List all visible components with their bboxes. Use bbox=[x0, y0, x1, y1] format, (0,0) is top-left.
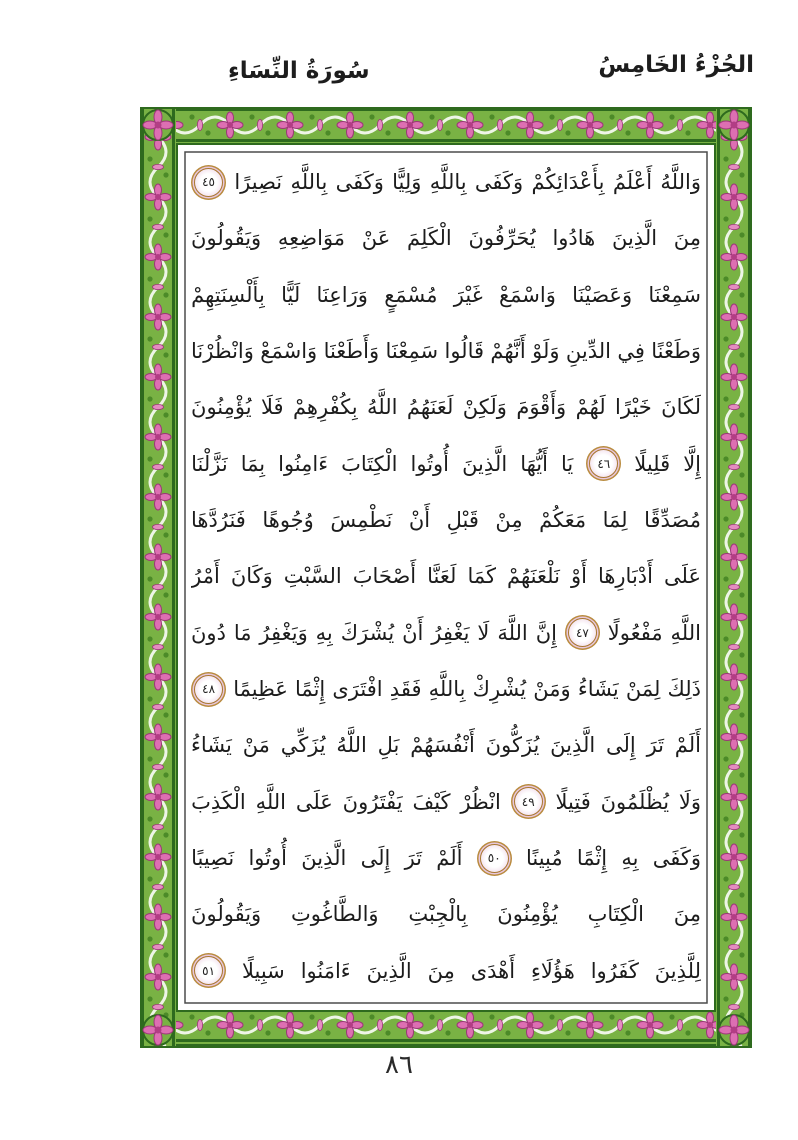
verse-word: السَّبْتِ bbox=[283, 564, 342, 589]
mushaf-line bbox=[191, 831, 701, 885]
surah-title: سُورَةُ النِّسَاءِ bbox=[228, 58, 370, 84]
verse-word: بِاللَّهِ bbox=[429, 170, 467, 194]
verse-word: وَمَنْ bbox=[533, 677, 571, 702]
verse-word: تَرَ bbox=[404, 846, 423, 871]
verse-word: بِمَا bbox=[240, 451, 266, 476]
verse-word: يُزَكِّي bbox=[280, 733, 326, 758]
verse-word: أَنْفُسَهُمْ bbox=[410, 733, 475, 758]
verse-word: إِلَى bbox=[360, 846, 391, 871]
border-strip-bottom bbox=[140, 1012, 752, 1048]
corner-flower-icon bbox=[719, 1015, 749, 1045]
verse-word: يَفْتَرُونَ bbox=[342, 789, 403, 814]
border-strip-left bbox=[140, 107, 176, 1048]
verse-word: الْكِتَابِ bbox=[587, 902, 644, 927]
verse-word: خَيْرًا bbox=[615, 395, 652, 420]
verse-word: ذَلِكَ bbox=[667, 677, 701, 702]
ayah-end-marker: ٤٦ bbox=[589, 449, 618, 478]
ayah-end-marker: ٤٥ bbox=[194, 168, 223, 197]
verse-word: هَؤُلَاءِ bbox=[531, 958, 575, 983]
verse-word: الدِّينِ bbox=[565, 339, 611, 364]
verse-word: وَلِيًّا bbox=[392, 170, 422, 194]
verse-word: يَشَاءُ bbox=[577, 677, 619, 702]
verse-word: بِالْجِبْتِ bbox=[408, 902, 468, 927]
verse-word: وَاسْمَعْ bbox=[260, 339, 318, 364]
verse-word: وَلَوْ bbox=[532, 339, 560, 364]
verse-word: كَيْفَ bbox=[412, 789, 451, 814]
verse-word: بِأَلْسِنَتِهِمْ bbox=[191, 282, 265, 307]
verse-word: اللَّهَ bbox=[497, 620, 528, 645]
corner-flower-icon bbox=[719, 110, 749, 140]
verse-word: مِنَ bbox=[427, 958, 455, 983]
verse-word: إِثْمًا bbox=[576, 846, 608, 871]
verse-word: الَّذِينَ bbox=[301, 846, 347, 871]
juz-title: الجُزْءُ الخَامِسُ bbox=[598, 52, 754, 78]
verse-word: وَعَصَيْنَا bbox=[572, 282, 633, 307]
verse-word: يُظْلَمُونَ bbox=[600, 789, 670, 814]
verse-word: مِنَ bbox=[673, 226, 701, 251]
verse-word: عَظِيمًا bbox=[233, 677, 288, 702]
border-strip-right bbox=[716, 107, 752, 1048]
verse-word: قَبْلِ bbox=[446, 508, 479, 533]
verse-word: يُزَكُّونَ bbox=[485, 733, 540, 758]
mushaf-line bbox=[191, 155, 701, 209]
verse-word: إِثْمًا bbox=[295, 677, 326, 702]
verse-word: وَكَفَى bbox=[335, 170, 384, 194]
verse-word: وَطَعْنًا bbox=[651, 339, 701, 364]
corner-flower-icon bbox=[143, 110, 173, 140]
mushaf-line bbox=[191, 324, 701, 378]
verse-word: عَلَى bbox=[664, 564, 701, 589]
verse-word: يُحَرِّفُونَ bbox=[468, 226, 536, 251]
verse-word: بِكُفْرِهِمْ bbox=[292, 395, 358, 420]
verse-word: أَدْبَارِهَا bbox=[597, 564, 653, 589]
verse-word: يَشَاءُ bbox=[191, 733, 232, 758]
verse-word: كَمَا bbox=[467, 564, 496, 589]
verse-word: مَعَكُمْ bbox=[539, 508, 587, 533]
mushaf-line bbox=[191, 211, 701, 265]
verse-word: عَلَى bbox=[295, 789, 333, 814]
verse-word: وُجُوهًا bbox=[262, 508, 314, 533]
verse-word: افْتَرَى bbox=[332, 677, 383, 702]
verse-word: مَا bbox=[233, 620, 252, 645]
verse-word: نَصِيبًا bbox=[191, 846, 235, 871]
mushaf-line bbox=[191, 718, 701, 772]
verse-word: فَنَرُدَّهَا bbox=[191, 508, 246, 533]
verse-word: إِنَّ bbox=[535, 620, 557, 645]
verse-word: وَأَطَعْنَا bbox=[323, 339, 380, 364]
verse-word: لَيًّا bbox=[281, 282, 301, 307]
verse-word: بِاللَّهِ bbox=[428, 677, 466, 702]
mushaf-line bbox=[191, 944, 701, 998]
verse-word: أَصْحَابَ bbox=[352, 564, 417, 589]
mushaf-line bbox=[191, 549, 701, 603]
verse-word: الَّذِينَ bbox=[366, 958, 412, 983]
verse-word: الْكَذِبَ bbox=[191, 789, 246, 814]
verse-word: يَا bbox=[560, 451, 574, 476]
verse-word: وَيَغْفِرُ bbox=[259, 620, 308, 645]
verse-word: بِأَعْدَائِكُمْ bbox=[531, 170, 605, 194]
verse-word: وَرَاعِنَا bbox=[316, 282, 368, 307]
verse-word: أَعْلَمُ bbox=[612, 170, 653, 194]
mushaf-line bbox=[191, 662, 701, 716]
verse-word: فِي bbox=[617, 339, 645, 364]
verse-word: لَكَانَ bbox=[661, 395, 701, 420]
verse-word: الَّذِينَ bbox=[462, 451, 508, 476]
verse-word: نَلْعَنَهُمْ bbox=[507, 564, 560, 589]
verse-word: كَفَرُوا bbox=[590, 958, 639, 983]
verse-word: أَنْ bbox=[408, 508, 431, 533]
page-number: ٨٦ bbox=[385, 1050, 413, 1080]
verse-word: يُؤْمِنُونَ bbox=[497, 902, 558, 927]
verse-word: الْكَلِمَ bbox=[406, 226, 452, 251]
verse-word: قَالُوا bbox=[444, 339, 485, 364]
verse-word: مَفْعُولًا bbox=[607, 620, 663, 645]
verse-word: يُشْرِكْ bbox=[472, 677, 527, 702]
verse-word: وَلَكِنْ bbox=[462, 395, 507, 420]
verse-word: نَصِيرًا bbox=[234, 170, 283, 194]
verse-word: الَّذِينَ bbox=[550, 733, 596, 758]
verse-word: لَعَنَهُمُ bbox=[406, 395, 454, 420]
verse-word: يُشْرَكَ bbox=[340, 620, 395, 645]
verse-word: وَانْظُرْنَا bbox=[191, 339, 254, 364]
verse-word: أَيُّهَا bbox=[520, 451, 548, 476]
verse-word: سَبِيلًا bbox=[241, 958, 285, 983]
verse-word: فَلَا bbox=[260, 395, 284, 420]
verse-word: الْكِتَابَ bbox=[341, 451, 398, 476]
verse-word: وَأَقْوَمَ bbox=[516, 395, 567, 420]
verse-word: اللَّهُ bbox=[336, 733, 367, 758]
verse-word: ءَامِنُوا bbox=[278, 451, 329, 476]
verse-word: لِلَّذِينَ bbox=[654, 958, 701, 983]
verse-word: سَمِعْنَا bbox=[648, 282, 701, 307]
verse-word: وَلَا bbox=[678, 789, 701, 814]
verse-word: إِلَى bbox=[606, 733, 636, 758]
verse-word: مَوَاضِعِهِ bbox=[277, 226, 346, 251]
ayah-end-marker: ٥١ bbox=[194, 956, 223, 985]
verse-word: بِهِ bbox=[315, 620, 333, 645]
border-strip-top bbox=[140, 107, 752, 143]
verse-word: عَنْ bbox=[361, 226, 391, 251]
ayah-end-marker: ٤٩ bbox=[514, 787, 543, 816]
verse-word: تَرَ bbox=[646, 733, 664, 758]
ayah-end-marker: ٥٠ bbox=[480, 844, 509, 873]
verse-word: أَمْرُ bbox=[191, 564, 220, 589]
verse-word: مَنْ bbox=[242, 733, 270, 758]
verse-word: فَتِيلًا bbox=[555, 789, 591, 814]
verse-word: نَطْمِسَ bbox=[330, 508, 393, 533]
verse-word: وَكَفَى bbox=[474, 170, 524, 194]
mushaf-line bbox=[191, 268, 701, 322]
verse-word: وَكَفَى bbox=[652, 846, 701, 871]
quran-text-area bbox=[191, 155, 701, 998]
verse-word: لِمَا bbox=[602, 508, 628, 533]
verse-word: اللَّهُ bbox=[367, 395, 398, 420]
verse-word: الَّذِينَ bbox=[611, 226, 658, 251]
verse-word: وَاللَّهُ bbox=[660, 170, 701, 194]
mushaf-line bbox=[191, 775, 701, 829]
verse-word: مِنَ bbox=[673, 902, 701, 927]
verse-word: لِمَنْ bbox=[625, 677, 661, 702]
verse-word: وَكَانَ bbox=[230, 564, 273, 589]
verse-word: أُوتُوا bbox=[410, 451, 450, 476]
verse-word: دُونَ bbox=[191, 620, 226, 645]
verse-word: وَيَقُولُونَ bbox=[191, 226, 262, 251]
verse-word: لَعَنَّا bbox=[427, 564, 457, 589]
verse-word: لَا bbox=[477, 620, 490, 645]
verse-word: مُصَدِّقًا bbox=[644, 508, 701, 533]
verse-word: اللَّهِ bbox=[255, 789, 287, 814]
ayah-end-marker: ٤٧ bbox=[568, 618, 597, 647]
verse-word: نَزَّلْنَا bbox=[191, 451, 228, 476]
verse-word: إِلَّا bbox=[683, 451, 701, 476]
verse-word: أُوتُوا bbox=[248, 846, 287, 871]
verse-word: أَلَمْ bbox=[674, 733, 701, 758]
verse-word: بِهِ bbox=[621, 846, 639, 871]
verse-word: أَهْدَى bbox=[470, 958, 516, 983]
verse-word: وَالطَّاغُوتِ bbox=[290, 902, 379, 927]
verse-word: ءَامَنُوا bbox=[300, 958, 351, 983]
verse-word: قَلِيلًا bbox=[634, 451, 671, 476]
mushaf-line bbox=[191, 606, 701, 660]
verse-word: وَاسْمَعْ bbox=[498, 282, 556, 307]
mushaf-line bbox=[191, 887, 701, 941]
mushaf-line bbox=[191, 437, 701, 491]
verse-word: غَيْرَ bbox=[453, 282, 483, 307]
mushaf-line bbox=[191, 493, 701, 547]
verse-word: مُسْمَعٍ bbox=[384, 282, 438, 307]
verse-word: فَقَدِ bbox=[389, 677, 422, 702]
verse-word: بِاللَّهِ bbox=[290, 170, 328, 194]
verse-word: أَنَّهُمْ bbox=[490, 339, 526, 364]
verse-word: وَيَقُولُونَ bbox=[191, 902, 262, 927]
verse-word: أَنْ bbox=[402, 620, 424, 645]
corner-flower-icon bbox=[143, 1015, 173, 1045]
ayah-end-marker: ٤٨ bbox=[194, 675, 223, 704]
mushaf-line bbox=[191, 380, 701, 434]
verse-word: لَهُمْ bbox=[575, 395, 606, 420]
verse-word: اللَّهِ bbox=[670, 620, 701, 645]
verse-word: انْظُرْ bbox=[460, 789, 501, 814]
verse-word: يَغْفِرُ bbox=[431, 620, 470, 645]
verse-word: مُبِينًا bbox=[525, 846, 563, 871]
verse-word: بَلِ bbox=[377, 733, 400, 758]
verse-word: أَوْ bbox=[570, 564, 587, 589]
verse-word: هَادُوا bbox=[552, 226, 596, 251]
verse-word: يُؤْمِنُونَ bbox=[191, 395, 252, 420]
verse-word: أَلَمْ bbox=[436, 846, 463, 871]
verse-word: مِنْ bbox=[495, 508, 523, 533]
verse-word: سَمِعْنَا bbox=[385, 339, 439, 364]
